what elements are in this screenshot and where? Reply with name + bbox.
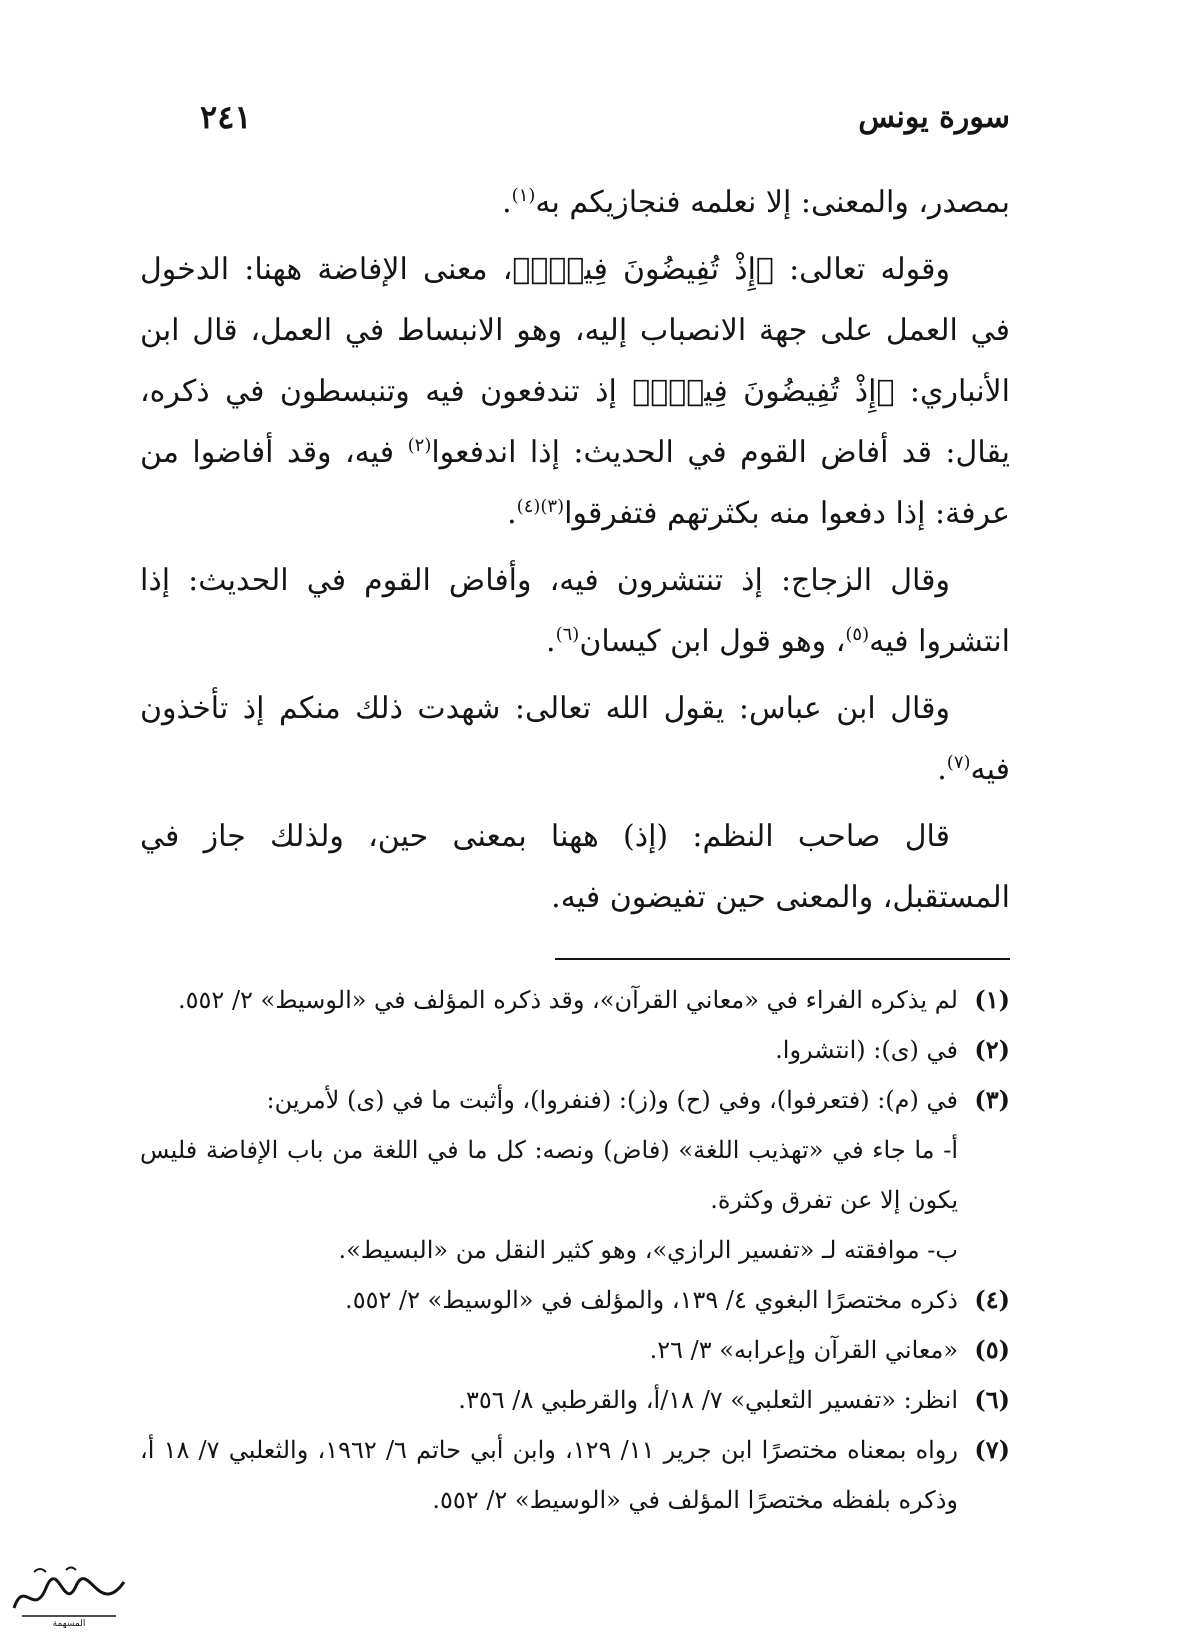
footnote-separator <box>555 958 1010 960</box>
footnote-6 <box>140 1375 1010 1425</box>
footnote-5 <box>140 1325 1010 1375</box>
paragraph-3-text: وقال الزجاج: إذ تنتشرون فيه، وأفاض القوم في الحديث: إذا انتشروا فيه <box>140 563 1010 659</box>
paragraph-2-rest: إذ تندفعون فيه وتنبسطون في ذكره، يقال: قد أفاض القوم في الحديث: إذا اندفعوا <box>140 374 1010 470</box>
paragraph-2 <box>140 239 1010 544</box>
paragraph-2-intro: وقوله تعالى: <box>773 252 950 287</box>
footnote-number: (٥) <box>974 1335 1010 1364</box>
footnote-text <box>140 1075 958 1275</box>
footnote-1 <box>140 975 1010 1025</box>
footnote-ref-3-4[interactable]: (٣)(٤) <box>516 496 565 517</box>
footnote-4 <box>140 1275 1010 1325</box>
footnote-number: (٢) <box>974 1035 1010 1064</box>
footnote-number: (١) <box>974 985 1010 1014</box>
footnote-ref-5[interactable]: (٥) <box>845 624 870 645</box>
main-text <box>140 172 1010 934</box>
footnote-7 <box>140 1425 1010 1525</box>
footnote-text: انظر: «تفسير الثعلبي» ٧/ ١٨/أ، والقرطبي ٨/ ٣٥٦. <box>458 1386 958 1414</box>
footnote-ref-1[interactable]: (١) <box>511 185 536 206</box>
running-head <box>200 92 1010 142</box>
paragraph-1-text: بمصدر، والمعنى: إلا نعلمه فنجازيكم به <box>535 185 1010 220</box>
footnotes <box>140 975 1010 1525</box>
paragraph-5 <box>140 806 1010 928</box>
paragraph-4-end: . <box>937 752 947 787</box>
paragraph-2-rest-2: فيه، وقد أفاضوا من عرفة: إذا دفعوا منه بكثرتهم فتفرقوا <box>140 435 1010 531</box>
footnote-text: «معاني القرآن وإعرابه» ٣/ ٢٦. <box>649 1336 958 1364</box>
paragraph-2-mid: ، معنى الإفاضة ههنا: الدخول في العمل على جهة الانصباب إليه، وهو الانبساط في العمل، قال ابن الأنباري: <box>140 252 1010 409</box>
footnote-number: (٧) <box>974 1435 1010 1464</box>
footnote-number: (٣) <box>974 1085 1010 1114</box>
footnote-number: (٦) <box>974 1385 1010 1414</box>
paragraph-3-end: . <box>546 624 556 659</box>
paragraph-1-end: . <box>502 185 512 220</box>
surah-title: سورة يونس <box>858 99 1010 135</box>
page-number: ٢٤١ <box>200 98 252 136</box>
footnote-3 <box>140 1075 1010 1275</box>
footnote-3-item-a: أ- ما جاء في «تهذيب اللغة» (فاض) ونصه: كل ما في اللغة من باب الإفاضة فليس يكون إلا عن تفرق وكثرة. <box>140 1136 958 1214</box>
footnote-text: رواه بمعناه مختصرًا ابن جرير ١١/ ١٢٩، وابن أبي حاتم ٦/ ١٩٦٢، والثعلبي ٧/ ١٨ أ، وذكره بلفظه مختصرًا المؤلف في «الوسيط» ٢/ ٥٥٢. <box>140 1436 958 1514</box>
footnote-ref-2[interactable]: (٢) <box>407 435 432 456</box>
paragraph-3 <box>140 550 1010 672</box>
quran-quote-2: ﴿إِذْ تُفِيضُونَ فِيهِۚ﴾ <box>632 374 895 409</box>
footnote-ref-6[interactable]: (٦) <box>555 624 580 645</box>
quran-quote-1: ﴿إِذْ تُفِيضُونَ فِيهِۚ﴾ <box>512 252 774 287</box>
footnote-2 <box>140 1025 1010 1075</box>
footnote-text: ذكره مختصرًا البغوي ٤/ ١٣٩، والمؤلف في «الوسيط» ٢/ ٥٥٢. <box>345 1286 958 1314</box>
publisher-logo-text: المسهمة <box>52 1619 86 1629</box>
paragraph-2-end: . <box>507 496 517 531</box>
footnote-3-item-b: ب- موافقته لـ «تفسير الرازي»، وهو كثير النقل من «البسيط». <box>338 1236 958 1264</box>
footnote-text: في (ى): (انتشروا. <box>775 1036 958 1064</box>
paragraph-5-text: قال صاحب النظم: (إذ) ههنا بمعنى حين، ولذلك جاز في المستقبل، والمعنى حين تفيضون فيه. <box>140 819 1010 915</box>
footnote-3-lead: في (م): (فتعرفوا)، وفي (ح) و(ز): (فنفروا)، وأثبت ما في (ى) لأمرين: <box>266 1086 958 1114</box>
footnote-text: لم يذكره الفراء في «معاني القرآن»، وقد ذكره المؤلف في «الوسيط» ٢/ ٥٥٢. <box>178 986 958 1014</box>
paragraph-1 <box>140 172 1010 233</box>
paragraph-4 <box>140 678 1010 800</box>
footnote-ref-7[interactable]: (٧) <box>946 752 971 773</box>
footnote-number: (٤) <box>974 1285 1010 1314</box>
paragraph-3-mid: ، وهو قول ابن كيسان <box>579 624 846 659</box>
publisher-logo <box>4 1558 134 1630</box>
paragraph-4-text: وقال ابن عباس: يقول الله تعالى: شهدت ذلك منكم إذ تأخذون فيه <box>140 691 1010 787</box>
